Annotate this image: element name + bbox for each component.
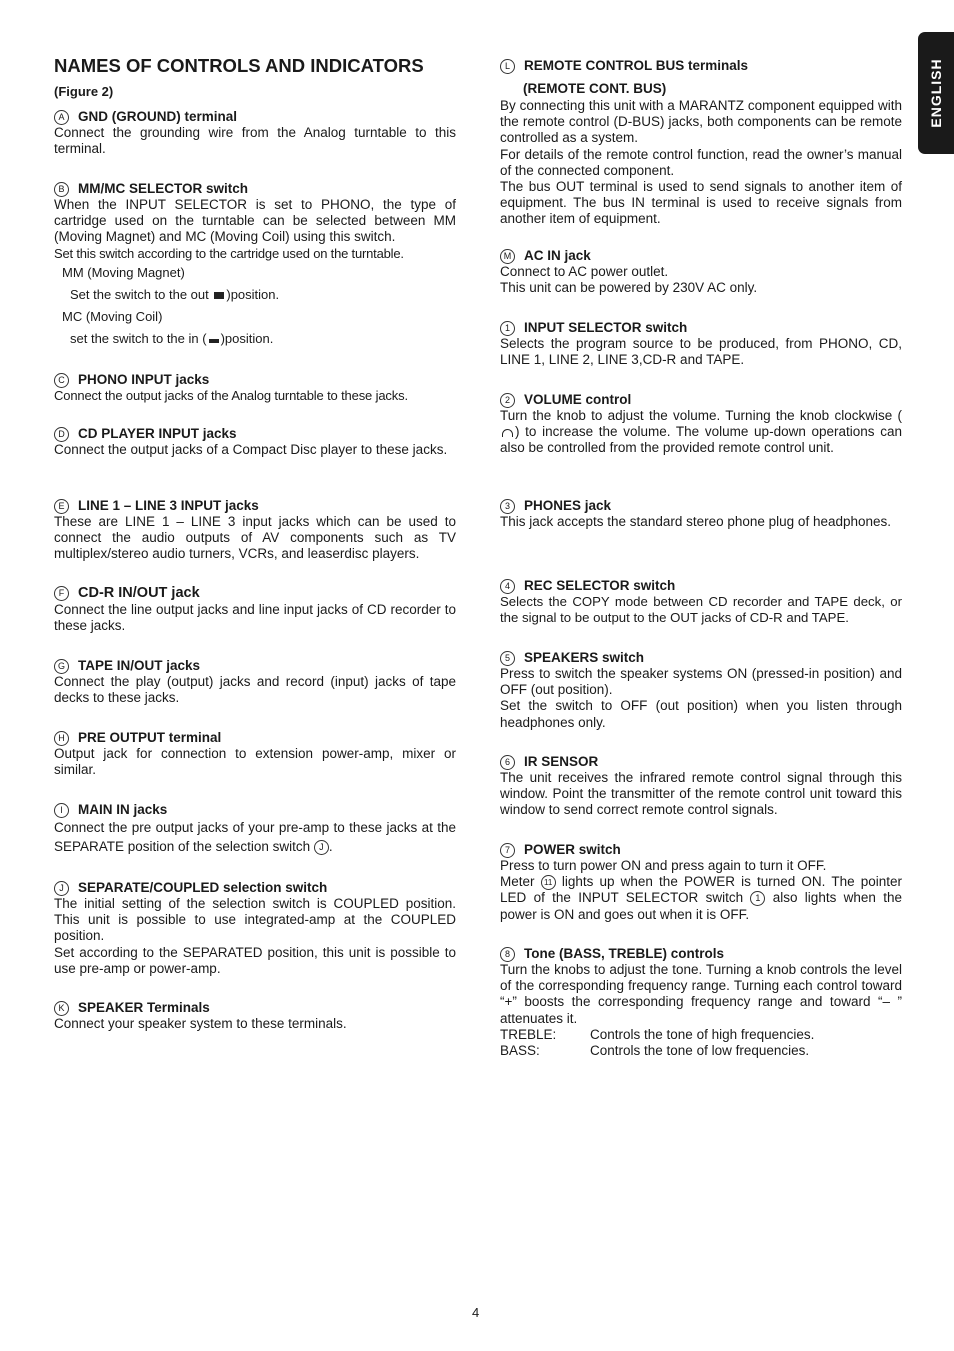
item-marker: 3 (500, 499, 515, 514)
mm-option-title: MM (Moving Magnet) (62, 264, 185, 280)
section-body: These are LINE 1 – LINE 3 input jacks which can be used to connect the audio outputs of AV components such as TV multiplex/stereo audio turners, VCRs, and leaserdisc players. (54, 514, 456, 562)
section-body-2: This unit can be powered by 230V AC only. (500, 280, 758, 296)
treble-row: TREBLE: Controls the tone of high frequencies. (500, 1026, 815, 1042)
section-line-inputs (54, 497, 456, 563)
section-body: When the INPUT SELECTOR is set to PHONO, the type of cartridge used on the turntable can be selected between MM (Moving Magnet) and MC (Moving Coil) using this switch. (54, 197, 456, 245)
section-heading: LINE 1 – LINE 3 INPUT jacks (78, 498, 259, 513)
section-tone-controls (500, 945, 902, 1059)
page-title: NAMES OF CONTROLS AND INDICATORS (54, 55, 424, 76)
item-marker: D (54, 427, 69, 442)
section-heading: Tone (BASS, TREBLE) controls (524, 946, 725, 961)
section-heading: SPEAKERS switch (524, 650, 645, 665)
section-body: The unit receives the infrared remote control signal through this window. Point the transmitter of the remote control unit toward this window to send correct remote control signals. (500, 770, 902, 818)
section-rec-selector (500, 577, 902, 626)
item-marker: 6 (500, 755, 515, 770)
item-marker: J (54, 881, 69, 896)
section-remote-control-bus (500, 57, 902, 228)
section-separate-coupled (54, 879, 456, 977)
section-ac-in (500, 247, 902, 296)
section-heading: TAPE IN/OUT jacks (78, 658, 201, 673)
section-body: Press to switch the speaker systems ON (pressed-in position) and OFF (out position). (500, 666, 902, 698)
section-gnd-terminal (54, 108, 456, 157)
section-heading: VOLUME control (524, 392, 632, 407)
section-body-2: Set according to the SEPARATED position, this unit is possible to use pre-amp or power-amp. (54, 944, 456, 976)
language-tab (918, 32, 954, 154)
section-heading: MAIN IN jacks (78, 802, 168, 817)
item-marker: F (54, 586, 69, 601)
section-heading: POWER switch (524, 842, 621, 857)
section-heading: REC SELECTOR switch (524, 578, 676, 593)
section-body: Turn the knob to adjust the volume. Turning the knob clockwise ( ) to increase the volume. The volume up-down operations can also be controlled from the provided remote control unit. (500, 408, 902, 456)
section-heading: SPEAKER Terminals (78, 1000, 210, 1015)
item-marker: 1 (500, 321, 515, 336)
item-marker: 8 (500, 947, 515, 962)
section-cd-player-input (54, 425, 456, 458)
section-speakers-switch (500, 649, 902, 731)
section-speaker-terminals (54, 999, 456, 1032)
section-heading: CD PLAYER INPUT jacks (78, 426, 237, 441)
section-body-2: Set this switch according to the cartridge used on the turntable. (54, 245, 404, 261)
page-number: 4 (472, 1305, 480, 1320)
section-cd-r-in-out (54, 585, 456, 634)
section-body-2: For details of the remote control function, read the owner’s manual of the connected component. (500, 146, 902, 178)
section-heading: INPUT SELECTOR switch (524, 320, 688, 335)
section-body: Connect the output jacks of a Compact Disc player to these jacks. (54, 442, 448, 457)
item-marker: 2 (500, 393, 515, 408)
section-mm-mc-selector (54, 180, 456, 353)
section-body: Connect your speaker system to these terminals. (54, 1016, 347, 1031)
section-heading: MM/MC SELECTOR switch (78, 181, 249, 196)
item-marker: A (54, 110, 69, 125)
item-marker: E (54, 499, 69, 514)
item-marker: I (54, 803, 69, 818)
mm-option-text: Set the switch to the out )position. (70, 286, 280, 302)
section-heading-2: (REMOTE CONT. BUS) (523, 81, 667, 96)
section-body-2: Set the switch to OFF (out position) when you listen through headphones only. (500, 698, 902, 730)
section-phones-jack (500, 497, 902, 530)
figure-reference: (Figure 2) (54, 84, 114, 99)
item-marker: H (54, 731, 69, 746)
switch-in-icon (209, 339, 219, 343)
section-body: This jack accepts the standard stereo phone plug of headphones. (500, 514, 892, 529)
section-volume-control (500, 391, 902, 457)
section-heading: SEPARATE/COUPLED selection switch (78, 880, 328, 895)
section-body: Connect to AC power outlet. (500, 264, 669, 279)
section-body: The initial setting of the selection switch is COUPLED position. This unit is possible to use integrated-amp at the COUPLED position. (54, 896, 456, 944)
section-heading: PHONO INPUT jacks (78, 372, 210, 387)
clockwise-arrow-icon (502, 429, 513, 437)
section-heading: PHONES jack (524, 498, 612, 513)
section-body-2: Meter 11 lights up when the POWER is turned ON. The pointer LED of the INPUT SELECTOR switch 1 also lights when the power is ON and goes out when it is OFF. (500, 874, 902, 922)
item-marker: 5 (500, 651, 515, 666)
switch-out-icon (214, 292, 224, 299)
section-heading: GND (GROUND) terminal (78, 109, 238, 124)
section-phono-input (54, 371, 456, 404)
section-ir-sensor (500, 753, 902, 819)
section-body-3: The bus OUT terminal is used to send signals to another item of equipment. The bus IN terminal is used to receive signals from another item of equipment. (500, 179, 902, 227)
section-body: By connecting this unit with a MARANTZ component equipped with the remote control (D-BUS) jacks, both components can be remote controlled as a system. (500, 98, 902, 146)
section-tape-in-out (54, 657, 456, 706)
item-marker: K (54, 1001, 69, 1016)
item-marker: G (54, 659, 69, 674)
section-heading: REMOTE CONTROL BUS terminals (524, 58, 749, 73)
section-heading: CD-R IN/OUT jack (78, 585, 200, 601)
section-body: Selects the COPY mode between CD recorder and TAPE deck, or the signal to be output to the OUT jacks of CD-R and TAPE. (500, 594, 902, 626)
item-reference: 1 (750, 891, 765, 906)
section-body: Connect the pre output jacks of your pre-amp to these jacks at the SEPARATE position of the selection switch J . (54, 820, 456, 854)
mc-option-text: set the switch to the in ( )position. (70, 330, 274, 346)
section-power-switch (500, 841, 902, 923)
section-body: Turn the knobs to adjust the tone. Turning a knob controls the level of the corresponding frequency range. Turning each control toward “+” boosts the corresponding frequency range and toward “– ” attenuates it. (500, 962, 902, 1026)
item-marker: 7 (500, 843, 515, 858)
section-input-selector (500, 319, 902, 368)
section-body: Connect the line output jacks and line input jacks of CD recorder to these jacks. (54, 602, 456, 634)
item-marker: L (500, 59, 515, 74)
section-body: Press to turn power ON and press again to turn it OFF. (500, 858, 827, 873)
section-heading: IR SENSOR (524, 754, 599, 769)
section-body: Connect the output jacks of the Analog turntable to these jacks. (54, 388, 408, 403)
item-reference: J (314, 840, 329, 855)
section-body: Output jack for connection to extension power-amp, mixer or similar. (54, 746, 456, 778)
section-body: Selects the program source to be produced, from PHONO, CD, LINE 1, LINE 2, LINE 3,CD-R and TAPE. (500, 336, 902, 368)
section-heading: PRE OUTPUT terminal (78, 730, 222, 745)
section-heading: AC IN jack (524, 248, 591, 263)
section-body: Connect the grounding wire from the Analog turntable to this terminal. (54, 125, 456, 157)
language-tab-label: ENGLISH (928, 58, 944, 128)
item-marker: 4 (500, 579, 515, 594)
item-marker: B (54, 182, 69, 197)
section-pre-output (54, 729, 456, 778)
bass-row: BASS: Controls the tone of low frequencies. (500, 1042, 810, 1058)
section-body: Connect the play (output) jacks and record (input) jacks of tape decks to these jacks. (54, 674, 456, 706)
item-reference: 11 (541, 875, 556, 890)
item-marker: C (54, 373, 69, 388)
mc-option-title: MC (Moving Coil) (62, 308, 163, 324)
section-main-in (54, 801, 456, 856)
item-marker: M (500, 249, 515, 264)
